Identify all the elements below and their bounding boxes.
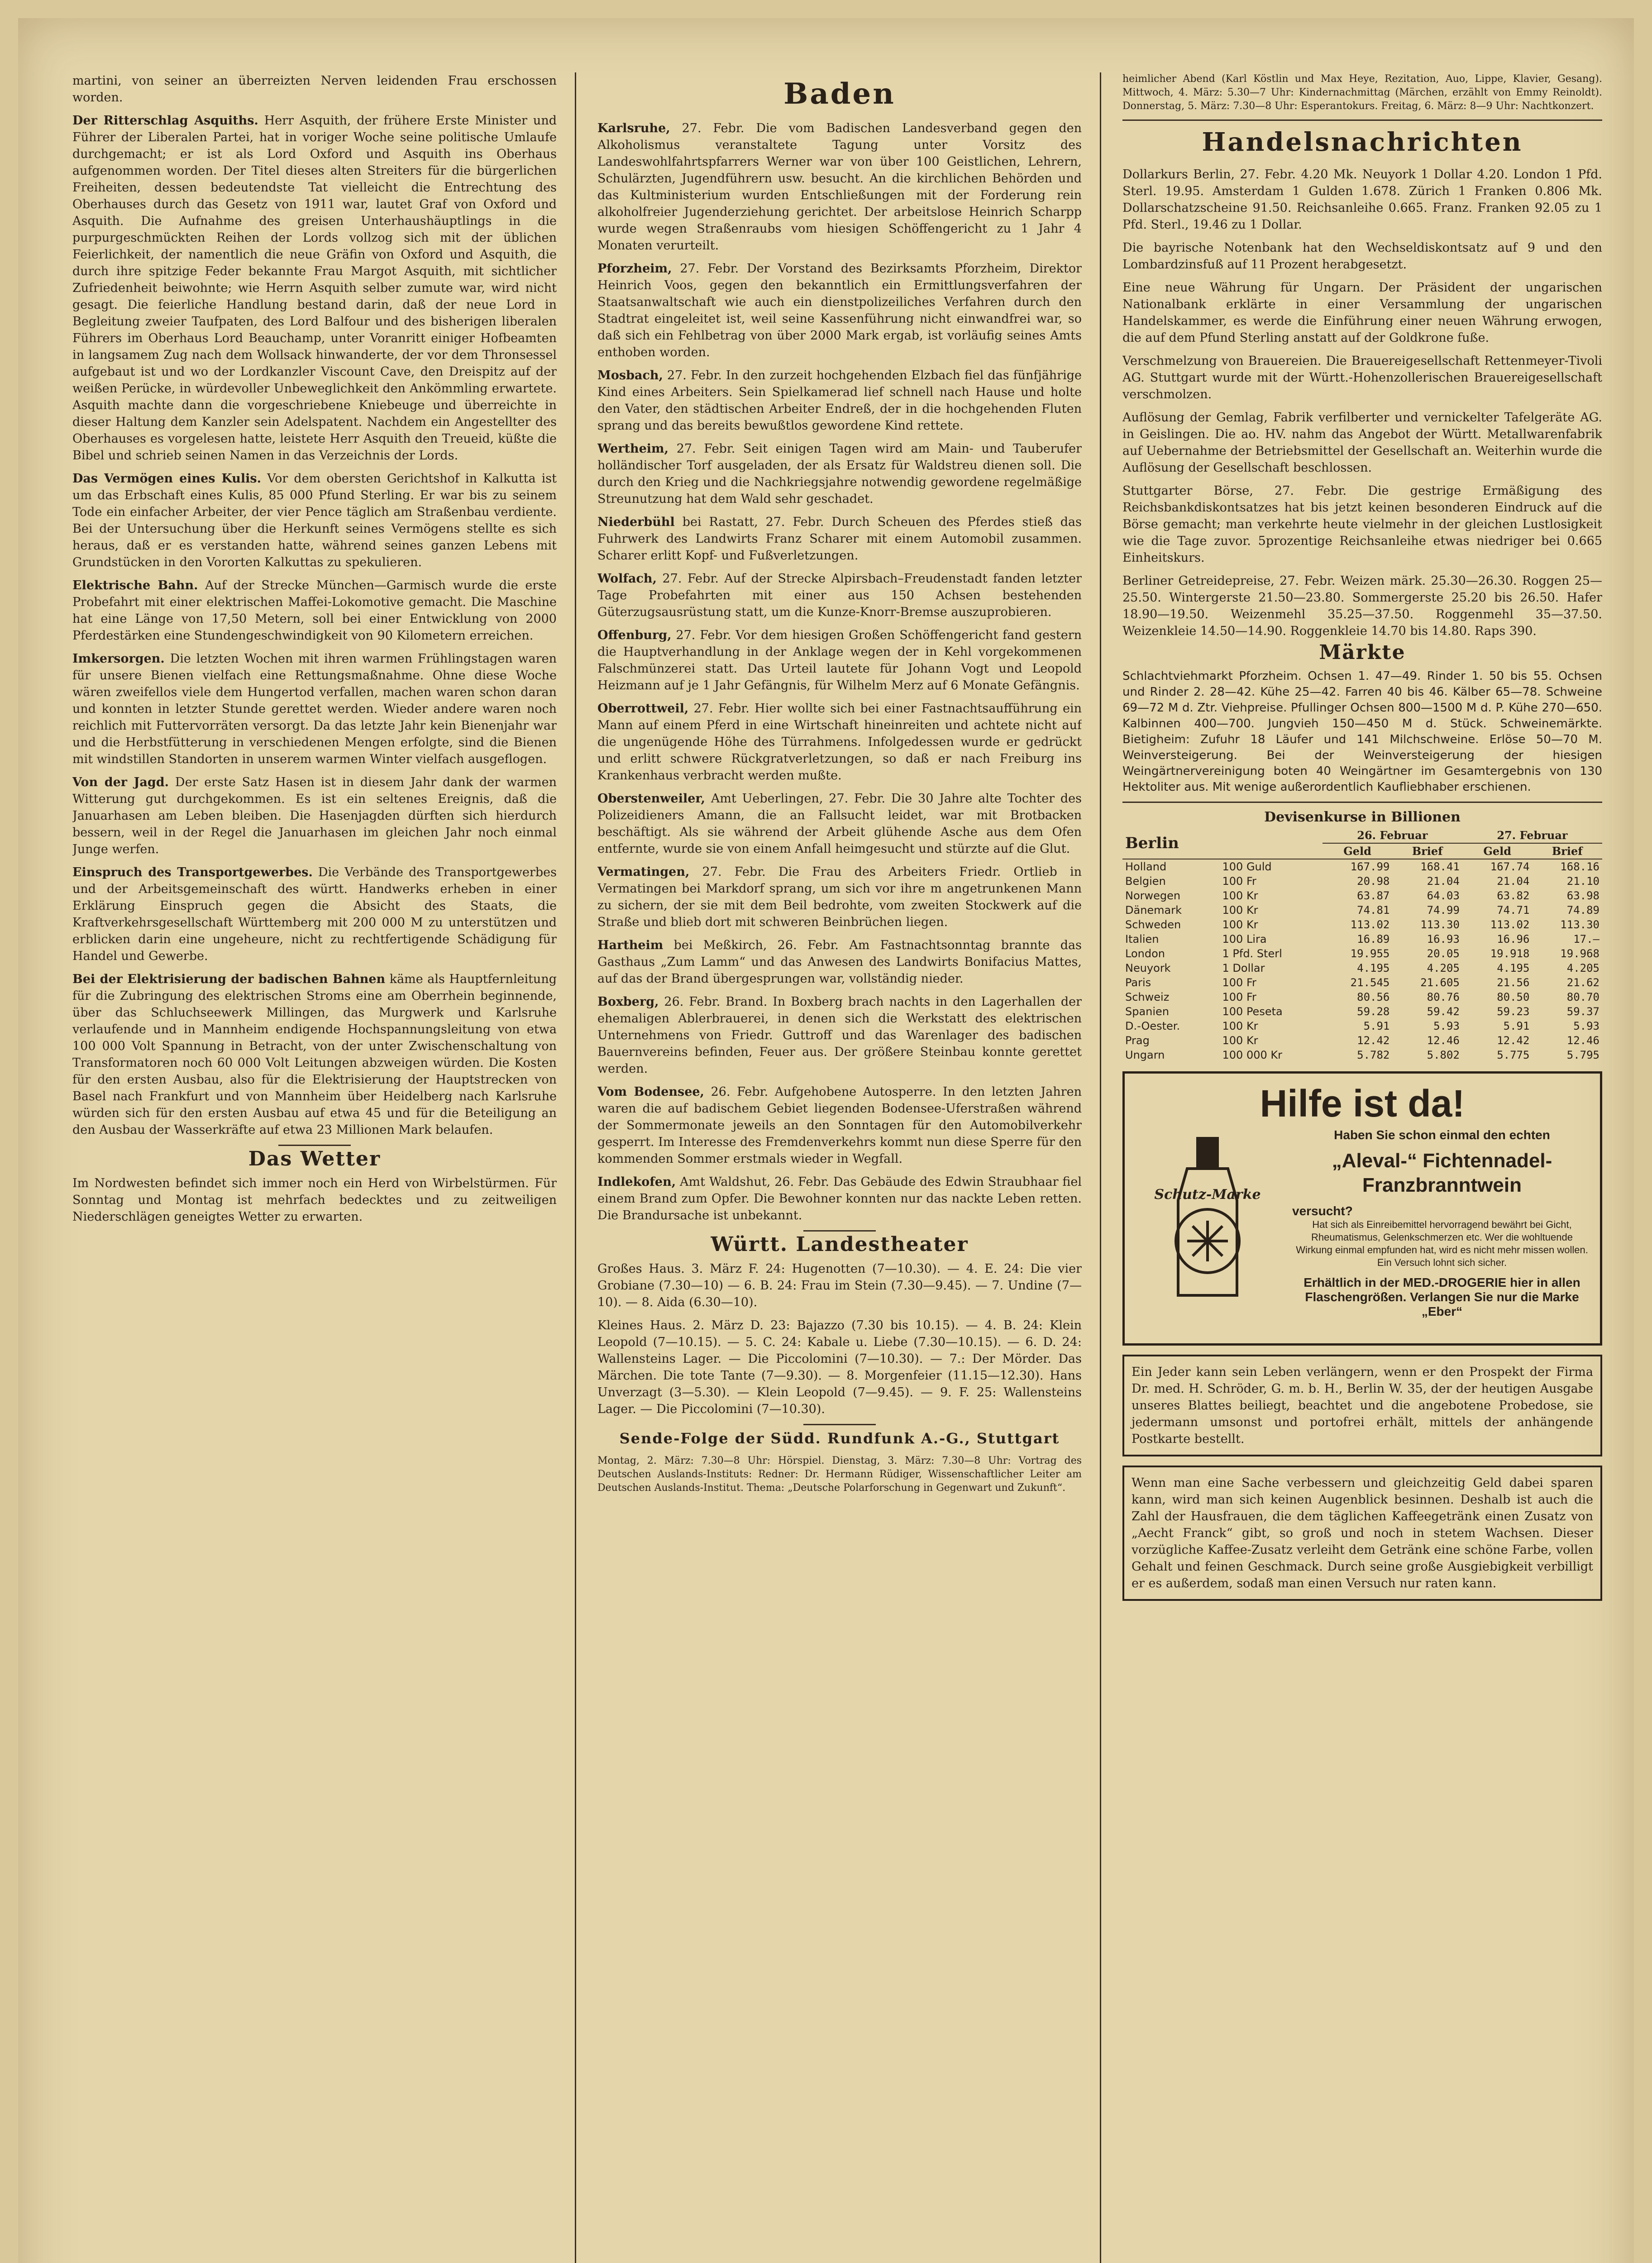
devisen-value: 80.76 bbox=[1427, 991, 1460, 1003]
devisen-row bbox=[1122, 859, 1602, 874]
devisen-value: 21.04 bbox=[1497, 875, 1530, 888]
news-item bbox=[597, 367, 1082, 434]
news-body: 27. Febr. Auf der Strecke Alpirsbach–Freudenstadt fanden letzter Tage Probefahrten mit einer aus 150 Achsen bestehenden Güterzugsausrüstung statt, um die Kunze-Knorr-Bremse auszuprobieren. bbox=[597, 572, 1082, 619]
notice-text: Ein Jeder kann sein Leben verlängern, wenn er den Prospekt der Firma Dr. med. H. Schröder, G. m. b. H., Berlin W. 35, der der heutigen Ausgabe unseres Blattes beiliegt, beachtet und die angebotene Probedose, sie jedermann umsonst und portofrei erhält, mittels der anhängende Postkarte bestellt. bbox=[1132, 1365, 1593, 1446]
theater-kleines-haus: Kleines Haus. 2. März D. 23: Bajazzo (7.30 bis 10.15). — 4. B. 24: Klein Leopold (7—10.15). — 5. C. 24: Kabale u. Liebe (7.30—10.15). — 6. D. 24: Wallensteins Lager. — Die Piccolomini (7—10.30). — 7.: Der Mörder. Das Märchen. Die tote Tante (7—9.30). — 8. Morgenfeier (11.15—12.30). Hans Unverzagt (3—5.30). — Klein Leopold (7—9.45). — 9. F. 25: Wallensteins Lager. — Die Piccolomini (7—10.30). bbox=[597, 1318, 1082, 1416]
column-right bbox=[1122, 72, 1602, 2263]
devisen-value: 20.05 bbox=[1427, 947, 1460, 960]
devisen-value: 19.968 bbox=[1560, 947, 1599, 960]
article-asquith bbox=[72, 112, 557, 464]
devisen-value: 80.70 bbox=[1566, 991, 1599, 1003]
section-heading-rundfunk: Sende-Folge der Südd. Rundfunk A.-G., Stuttgart bbox=[619, 1430, 1060, 1447]
article-body: Auf der Strecke München—Garmisch wurde die erste Probefahrt mit einer elektrischen Maffei-Lokomotive gemacht. Die Maschine hat eine Länge von 17,50 Metern, soll bei einer Entwicklung von 2000 Pferdestärken eine Stundengeschwindigkeit von 90 Kilometern erreichen. bbox=[72, 578, 557, 643]
news-place: Vom Bodensee, bbox=[597, 1085, 704, 1099]
newspaper-page bbox=[18, 18, 1634, 2263]
ad-headline: Hilfe ist da! bbox=[1260, 1082, 1465, 1125]
devisen-row bbox=[1122, 874, 1602, 888]
devisen-value: 63.82 bbox=[1497, 889, 1530, 902]
devisen-row bbox=[1122, 888, 1602, 903]
devisen-value: 113.30 bbox=[1420, 918, 1460, 931]
handel-gemlag: Auflösung der Gemlag, Fabrik verfilberter und vernickelter Tafelgeräte AG. in Geislingen. Die ao. HV. nahm das Angebot der Württ. Metallwarenfabrik auf Uebernahme der Betriebsmittel der Gesellschaft an. Weiterhin wurde die Auflösung der Gesellschaft beschlossen. bbox=[1122, 411, 1602, 475]
devisen-value: 5.93 bbox=[1433, 1020, 1460, 1032]
devisen-value: 5.91 bbox=[1363, 1020, 1390, 1032]
section-heading-theater: Württ. Landestheater bbox=[711, 1233, 969, 1256]
devisen-unit: 100 Fr bbox=[1222, 976, 1256, 989]
devisen-country: Belgien bbox=[1125, 875, 1166, 888]
devisen-value: 4.205 bbox=[1566, 962, 1599, 974]
news-body: Amt Ueberlingen, 27. Febr. Die 30 Jahre alte Tochter des Polizeidieners Amann, die an Fallsucht leidet, war mit Brotbacken beschäftigt. Als sie während der Arbeit glühende Asche aus dem Ofen entfernte, wurde sie von einem Anfall heimgesucht und stürzte auf die Glut. bbox=[597, 792, 1082, 856]
news-place: Wolfach, bbox=[597, 572, 657, 586]
devisen-row bbox=[1122, 1019, 1602, 1033]
devisen-unit: 100 Guld bbox=[1222, 860, 1272, 873]
handel-notenbank: Die bayrische Notenbank hat den Wechseldiskontsatz auf 9 und den Lombardzinsfuß auf 11 Prozent herabgesetzt. bbox=[1122, 241, 1602, 272]
section-heading-wetter: Das Wetter bbox=[248, 1147, 381, 1170]
devisen-country: Ungarn bbox=[1125, 1049, 1165, 1061]
news-place: Oberstenweiler, bbox=[597, 792, 706, 806]
devisen-row bbox=[1122, 1033, 1602, 1048]
devisen-country: Prag bbox=[1125, 1034, 1150, 1047]
article-body: Herr Asquith, der frühere Erste Minister und Führer der Liberalen Partei, hat in voriger Woche seine politische Umlaufe durchgemacht; er ist als Lord Oxford und Asquith ins Oberhaus aufgenommen worden. Der Titel dieses alten Streiters für die bürgerlichen Freiheiten, dessen bedeutendste Tat vielleicht die Entrechtung des Oberhauses durch das Gesetz von 1911 war, lautet Graf von Oxford und Asquith. Die Aufnahme des greisen Unterhaushäuptlings in die purpurgeschmückten Reihen der Lords vollzog sich mit der üblichen Feierlichkeit, der namentlich die neue Gräfin von Oxford und Asquith, die durch ihre spitzige Feder bekannte Frau Margot Asquith, mit sichtlicher Zufriedenheit beiwohnte; wie Herrn Asquith selber zumute war, wird nicht gesagt. Die feierliche Handlung bestand darin, daß der neue Lord in Begleitung zweier Taufpaten, des Lord Balfour und des bisherigen liberalen Führers im Oberhaus Lord Beauchamp, unter Voranritt einiger Hofbeamten in langsamem Zug nach dem Wollsack hinwanderte, der vor dem Thronsessel aufgebaut ist und wo der Lordkanzler Viscount Cave, den Dreispitz auf der weißen Perücke, in würdevoller Unbeweglichkeit den Ankömmling erwartete. Asquith machte dann die vorgeschriebene Kniebeuge und überreichte in dieser Haltung dem Kanzler sein Adelspatent. Nachdem ein Angestellter des Oberhauses es vorgelesen hatte, leistete Herr Asquith den Treueid, küßte die Bibel und schrieb seinen Namen in das Verzeichnis der Lords. bbox=[72, 114, 557, 463]
notice-text: Wenn man eine Sache verbessern und gleichzeitig Geld dabei sparen kann, wird man sich keinen Augenblick besinnen. Deshalb ist auch die Zahl der Hausfrauen, die dem täglichen Kaffeegetränk einen Zusatz von „Aecht Franck“ gibt, so groß und noch in stetem Wachsen. Dieser vorzügliche Kaffee-Zusatz verleiht dem Getränk eine schöne Farbe, vollen Gehalt und feinen Geschmack. Durch seine große Ausgiebigkeit verbilligt er es außerdem, sodaß man einen Versuch nur raten kann. bbox=[1132, 1476, 1593, 1590]
devisen-row bbox=[1122, 961, 1602, 975]
devisen-value: 21.10 bbox=[1566, 875, 1599, 888]
devisen-row bbox=[1122, 903, 1602, 917]
intro-paragraph: martini, von seiner an überreizten Nerven leidenden Frau erschossen worden. bbox=[72, 74, 557, 105]
article-transport bbox=[72, 864, 557, 964]
trademark-bottle-icon bbox=[1133, 1132, 1282, 1313]
ad-question: Haben Sie schon einmal den echten bbox=[1334, 1128, 1550, 1142]
devisen-value: 4.205 bbox=[1427, 962, 1460, 974]
article-headline: Von der Jagd. bbox=[72, 775, 169, 789]
article-jagd bbox=[72, 774, 557, 858]
article-headline: Bei der Elektrisierung der badischen Bahnen bbox=[72, 972, 386, 986]
devisen-value: 113.02 bbox=[1490, 918, 1530, 931]
news-place: Offenburg, bbox=[597, 628, 672, 642]
devisen-unit: 1 Pfd. Sterl bbox=[1222, 947, 1282, 960]
devisen-value: 16.96 bbox=[1497, 933, 1530, 945]
devisen-value: 16.93 bbox=[1427, 933, 1460, 945]
devisen-country: Schweiz bbox=[1125, 991, 1170, 1003]
devisen-unit: 100 000 Kr bbox=[1222, 1049, 1282, 1061]
article-headline: Der Ritterschlag Asquiths. bbox=[72, 114, 258, 128]
devisen-unit: 100 Kr bbox=[1222, 918, 1258, 931]
devisen-value: 74.81 bbox=[1357, 904, 1390, 917]
news-item bbox=[597, 790, 1082, 857]
devisen-unit: 100 Peseta bbox=[1222, 1005, 1283, 1018]
article-headline: Einspruch des Transportgewerbes. bbox=[72, 865, 313, 879]
devisen-rows bbox=[1122, 859, 1602, 1062]
news-place: Wertheim, bbox=[597, 442, 669, 456]
devisen-value: 5.91 bbox=[1503, 1020, 1530, 1032]
maerkte-body: Schlachtviehmarkt Pforzheim. Ochsen 1. 47—49. Rinder 1. 50 bis 55. Ochsen und Rinder 2. 28—42. Kühe 25—42. Farren 40 bis 46. Kälber 65—78. Schweine 69—72 M d. Ztr. Viehpreise. Pfullinger Ochsen 800—1500 M d. P. Kühe 270—650. Kalbinnen 400—700. Jungvieh 150—450 M d. Stück. Schweinemärkte. Bietigheim: Zufuhr 18 Läufer und 141 Milchschweine. Erlöse 50—70 M. Weinversteigerung. Bei der Weinversteigerung der hiesigen Weingärtnervereinigung boten 40 Weingärtner im Gesamtergebnis von 130 Hektoliter aus. Mit wenige außerordentlich Kaufliebhaber erschienen. bbox=[1122, 669, 1602, 794]
devisen-value: 21.56 bbox=[1497, 976, 1530, 989]
devisen-value: 20.98 bbox=[1357, 875, 1390, 888]
news-body: 26. Febr. Brand. In Boxberg brach nachts in den Lagerhallen der ehemaligen Ablerbrauerei, in denen sich die Werkstatt des elektrischen Unternehmens von Friedr. Guttroff und das Warenlager des badischen Bauernvereins befinden, Feuer aus. Der größere Steinbau konnte gerettet werden. bbox=[597, 995, 1082, 1076]
devisen-value: 16.89 bbox=[1357, 933, 1390, 945]
news-item bbox=[597, 993, 1082, 1077]
news-body: 27. Febr. Hier wollte sich bei einer Fastnachtsaufführung ein Mann auf einem Pferd in eine Wirtschaft hineinreiten und achtete nicht auf die ungenügende Höhe des Türrahmens. Infolgedessen wurde er gedrückt und erlitt schwere Rückgratverletzungen, so daß er nach Freiburg ins Krankenhaus verbracht werden mußte. bbox=[597, 702, 1082, 783]
devisen-value: 59.42 bbox=[1427, 1005, 1460, 1018]
news-place: Hartheim bbox=[597, 938, 664, 952]
news-body: 27. Febr. Der Vorstand des Bezirksamts Pforzheim, Direktor Heinrich Voos, gegen den bekanntlich ein Ermittlungsverfahren der Staatsanwaltschaft wie auch ein dienstpolizeiliches Verfahren durch den Stadtrat eingeleitet ist, weil seine Kassenführung nicht einwandfrei war, so daß sich ein Fehlbetrag von über 2000 Mark ergab, ist vorläufig seines Amts enthoben worden. bbox=[597, 262, 1082, 359]
devisen-date: 27. Februar bbox=[1462, 828, 1602, 843]
article-body: käme als Hauptfernleitung für die Zubringung des elektrischen Stroms eine am Oberrhein beginnende, über das Schluchseewerk Millingen, das Murgwerk und Karlsruhe verlaufende und in Mannheim endigende Hochspannungsleitung von etwa 100 000 Volt Spannung in Betracht, von der unter Zwischenschaltung von Transformatoren noch 60 000 Volt Leitungen abzweigen würden. Die Kosten für den ersten Ausbau, also für die Elektrisierung der Hauptstrecken von Basel nach Frankfurt und von Mannheim über Heidelberg nach Karlsruhe würden sich für den ersten Ausbau auf etwa 45 und für die Beteiligung an den Ausbau der Wasserkräfte auf etwa 23 Millionen Mark belaufen. bbox=[72, 972, 557, 1137]
notice-box-schroeder bbox=[1122, 1355, 1602, 1456]
devisen-country: Norwegen bbox=[1125, 889, 1181, 902]
article-body: Der erste Satz Hasen ist in diesem Jahr dank der warmen Witterung gut durchgekommen. Es ist ein seltenes Ereignis, daß die Januarhasen am Leben bleiben. Die Hasenjagden dürften sich hierdurch bessern, weil in der Regel die Januarhasen im gleichen Jahr noch einmal Junge werfen. bbox=[72, 775, 557, 856]
news-item bbox=[597, 864, 1082, 931]
devisen-row bbox=[1122, 917, 1602, 932]
advertisement-aleval bbox=[1122, 1071, 1602, 1346]
devisen-unit: 100 Kr bbox=[1222, 904, 1258, 917]
section-heading-handel: Handelsnachrichten bbox=[1202, 127, 1523, 157]
devisen-row bbox=[1122, 975, 1602, 990]
devisen-country: Paris bbox=[1125, 976, 1151, 989]
news-place: Vermatingen, bbox=[597, 865, 690, 879]
devisen-value: 5.775 bbox=[1497, 1049, 1530, 1061]
devisen-value: 167.99 bbox=[1350, 860, 1390, 873]
devisen-value: 21.62 bbox=[1566, 976, 1599, 989]
devisen-country: Neuyork bbox=[1125, 962, 1171, 974]
devisen-unit: 100 Lira bbox=[1222, 933, 1267, 945]
section-heading-baden: Baden bbox=[783, 77, 896, 111]
column-divider bbox=[575, 72, 576, 2263]
handel-ungarn: Eine neue Währung für Ungarn. Der Präsident der ungarischen Nationalbank erklärte in einer Versammlung der ungarischen Handelskammer, es werde die Einführung einer neuen Währung erwogen, die auf dem Pfund Sterling anstatt auf der Goldkrone fuße. bbox=[1122, 281, 1602, 345]
news-body: 27. Febr. In den zurzeit hochgehenden Elzbach fiel das fünfjährige Kind eines Arbeiters. Sein Spielkamerad lief schnell nach Hause und holte den Vater, den städtischen Arbeiter Endreß, der in die hochgehenden Fluten sprang und das bereits bewußtlos gewordene Kind rettete. bbox=[597, 368, 1082, 433]
devisen-value: 5.782 bbox=[1357, 1049, 1390, 1061]
devisen-value: 21.545 bbox=[1350, 976, 1390, 989]
news-item bbox=[597, 260, 1082, 361]
devisen-value: 19.918 bbox=[1490, 947, 1530, 960]
article-body: Die letzten Wochen mit ihren warmen Frühlingstagen waren für unsere Bienen vielfach eine Rettungsmaßnahme. Ohne diese Woche wären zweifellos viele dem Hungertod verfallen, machen waren schon daran und konnten in letzter Stunde gerettet werden. Wieder andere waren noch reichlich mit Futtervorräten versorgt. Da das letzte Jahr kein Bienenjahr war und die Herbstfütterung in verschiedenen Mengen erfolgte, sind die Bienen mit windstillen Standorten in unserem warmen Winter vielfach ausgeflogen. bbox=[72, 652, 557, 766]
devisen-country: Holland bbox=[1125, 860, 1167, 873]
devisen-col-geld: Geld bbox=[1323, 843, 1393, 859]
news-item bbox=[597, 570, 1082, 621]
devisen-country: Schweden bbox=[1125, 918, 1181, 931]
news-body: 27. Febr. Die vom Badischen Landesverband gegen den Alkoholismus veranstaltete Tagung unter Vorsitz des Landeswohlfahrtspfarrers Werner war von über 100 Geistlichen, Lehrern, Schulärzten, Jugendführern usw. besucht. An die kirchlichen Behörden und das Kultministerium wurden Entschließungen mit der Forderung rein alkoholfreier Jugenderziehung gerichtet. Der arbeitslose Heinrich Scharpp wurde wegen Straßenraubs vom hiesigen Schöffengericht zu 1 Jahr 4 Monaten verurteilt. bbox=[597, 121, 1082, 253]
news-body: 27. Febr. Seit einigen Tagen wird am Main- und Tauberufer holländischer Torf ausgeladen, der als Ersatz für Waldstreu dienen soll. Die durch den Krieg und die Nachkriegsjahre notwendig gewordene regelmäßige Streunutzung hat dem Wald sehr geschadet. bbox=[597, 442, 1082, 506]
article-elektrisierung bbox=[72, 971, 557, 1138]
devisen-country: Italien bbox=[1125, 933, 1159, 945]
news-item bbox=[597, 700, 1082, 784]
devisen-country: Spanien bbox=[1125, 1005, 1170, 1018]
devisen-value: 74.71 bbox=[1497, 904, 1530, 917]
news-item bbox=[597, 937, 1082, 987]
devisen-city: Berlin bbox=[1122, 828, 1323, 859]
devisen-value: 21.605 bbox=[1420, 976, 1460, 989]
devisen-value: 74.89 bbox=[1566, 904, 1599, 917]
rundfunk-continued: heimlicher Abend (Karl Köstlin und Max Heye, Rezitation, Auo, Lippe, Klavier, Gesang). Mittwoch, 4. März: 5.30—7 Uhr: Kindernachmittag (Märchen, erzählt von Emmy Reinoldt). Donnerstag, 5. März: 7.30—8 Uhr: Esperantokurs. Freitag, 6. März: 8—9 Uhr: Nachtkonzert. bbox=[1122, 73, 1602, 112]
news-body: 26. Febr. Aufgehobene Autosperre. In den letzten Jahren waren die auf badischem Gebiet liegenden Bodensee-Uferstraßen während der Sommermonate jeweils an den Sonntagen für den Automobilverkehr gesperrt. Im Interesse des Fremdenverkehrs kommt nun diese Sperre für den kommenden Sommer erstmals wieder in Wegfall. bbox=[597, 1085, 1082, 1166]
devisen-row bbox=[1122, 1048, 1602, 1062]
devisen-value: 74.99 bbox=[1427, 904, 1460, 917]
devisen-table bbox=[1122, 828, 1602, 1062]
news-body: 27. Febr. Die Frau des Arbeiters Friedr. Ortlieb in Vermatingen bei Markdorf sprang, um sich vor ihre m angetrunkenen Mann zu sichern, der sie mit dem Beil bedrohte, vom zweiten Stockwerk auf die Straße und blieb dort mit schweren Beinbrüchen liegen. bbox=[597, 865, 1082, 929]
news-item bbox=[597, 627, 1082, 694]
news-body: bei Meßkirch, 26. Febr. Am Fastnachtsonntag brannte das Gasthaus „Zum Lamm“ und das Anwesen des Landwirts Bonifacius Mattes, auf das der Brand übergesprungen war, vollständig nieder. bbox=[597, 938, 1082, 986]
devisen-col-brief: Brief bbox=[1392, 843, 1462, 859]
ad-footer: Erhältlich in der MED.-DROGERIE hier in allen Flaschengrößen. Verlangen Sie nur die Marke „Eber“ bbox=[1303, 1275, 1580, 1318]
devisen-value: 5.93 bbox=[1573, 1020, 1599, 1032]
news-place: Mosbach, bbox=[597, 368, 663, 382]
news-item bbox=[597, 1084, 1082, 1167]
devisen-unit: 100 Kr bbox=[1222, 1034, 1258, 1047]
divider bbox=[803, 1424, 876, 1425]
handel-brauereien: Verschmelzung von Brauereien. Die Brauereigesellschaft Rettenmeyer-Tivoli AG. Stuttgart wurde mit der Württ.-Hohenzollerischen Brauereigesellschaft verschmolzen. bbox=[1122, 354, 1602, 401]
devisen-value: 19.955 bbox=[1350, 947, 1390, 960]
ad-product: „Aleval-“ Fichtennadel-Franzbranntwein bbox=[1332, 1150, 1552, 1196]
article-kuli bbox=[72, 470, 557, 571]
article-body: Vor dem obersten Gerichtshof in Kalkutta ist um das Erbschaft eines Kulis, 85 000 Pfund Sterling. Er war bis zu seinem Tode ein einfacher Arbeiter, der vier Pence täglich am Straßenbau verdiente. Bei der Untersuchung über die Herkunft seines Vermögens stellte es sich heraus, daß er es verstanden hatte, während seines ganzen Lebens mit Grundstücken in den Vororten Kalkuttas zu spekulieren. bbox=[72, 472, 557, 569]
devisen-unit: 100 Fr bbox=[1222, 991, 1256, 1003]
article-imker bbox=[72, 650, 557, 768]
ad-text bbox=[1292, 1128, 1592, 1319]
divider bbox=[1122, 119, 1602, 121]
ad-body: Hat sich als Einreibemittel hervorragend bewährt bei Gicht, Rheumatismus, Gelenkschmerzen etc. Wer die wohltuende Wirkung einmal empfunden hat, wird es nicht mehr missen wollen. Ein Versuch lohnt sich sicher. bbox=[1296, 1219, 1588, 1268]
devisen-row bbox=[1122, 990, 1602, 1004]
wetter-body: Im Nordwesten befindet sich immer noch ein Herd von Wirbelstürmen. Für Sonntag und Montag ist mehrfach bedecktes und zu zeitweiligen Niederschlägen geneigtes Wetter zu erwarten. bbox=[72, 1176, 557, 1224]
devisen-row bbox=[1122, 1004, 1602, 1019]
devisen-value: 63.98 bbox=[1566, 889, 1599, 902]
devisen-value: 167.74 bbox=[1490, 860, 1530, 873]
news-item bbox=[597, 514, 1082, 564]
handel-getreide: Berliner Getreidepreise, 27. Febr. Weizen märk. 25.30—26.30. Roggen 25—25.50. Wintergerste 21.50—23.80. Sommergerste 25.20 bis 26.50. Hafer 18.90—19.50. Weizenmehl 35.25—37.50. Roggenmehl 35—37.50. Weizenkleie 14.50—14.90. Roggenkleie 14.70 bis 14.80. Raps 390. bbox=[1122, 574, 1602, 638]
devisen-value: 64.03 bbox=[1427, 889, 1460, 902]
devisen-value: 59.28 bbox=[1357, 1005, 1390, 1018]
devisen-unit: 1 Dollar bbox=[1222, 962, 1265, 974]
devisen-country: London bbox=[1125, 947, 1165, 960]
article-headline: Imkersorgen. bbox=[72, 652, 165, 666]
devisen-value: 5.802 bbox=[1427, 1049, 1460, 1061]
devisen-value: 12.42 bbox=[1497, 1034, 1530, 1047]
news-body: bei Rastatt, 27. Febr. Durch Scheuen des Pferdes stieß das Fuhrwerk des Landwirts Franz Scharer mit einem Automobil zusammen. Scharer erlitt Kopf- und Fußverletzungen. bbox=[597, 515, 1082, 563]
devisen-unit: 100 Fr bbox=[1222, 875, 1256, 888]
devisen-unit: 100 Kr bbox=[1222, 889, 1258, 902]
devisen-heading: Devisenkurse in Billionen bbox=[1264, 809, 1461, 825]
news-place: Karlsruhe, bbox=[597, 121, 670, 135]
news-place: Niederbühl bbox=[597, 515, 675, 529]
news-place: Pforzheim, bbox=[597, 262, 672, 276]
devisen-value: 59.23 bbox=[1497, 1005, 1530, 1018]
news-place: Indlekofen, bbox=[597, 1175, 676, 1189]
devisen-value: 4.195 bbox=[1357, 962, 1390, 974]
devisen-value: 113.30 bbox=[1560, 918, 1599, 931]
devisen-value: 17.— bbox=[1573, 933, 1599, 945]
devisen-row bbox=[1122, 946, 1602, 961]
news-place: Oberrottweil, bbox=[597, 702, 689, 716]
devisen-value: 59.37 bbox=[1566, 1005, 1599, 1018]
devisen-value: 4.195 bbox=[1497, 962, 1530, 974]
devisen-col-brief: Brief bbox=[1532, 843, 1602, 859]
section-heading-maerkte: Märkte bbox=[1319, 641, 1406, 664]
ad-versucht: versucht? bbox=[1292, 1204, 1353, 1218]
news-place: Boxberg, bbox=[597, 995, 659, 1009]
rundfunk-body: Montag, 2. März: 7.30—8 Uhr: Hörspiel. Dienstag, 3. März: 7.30—8 Uhr: Vortrag des Deutschen Auslands-Instituts: Redner: Dr. Hermann Rüdiger, Wissenschaftlicher Leiter am Deutschen Auslands-Institut. Thema: „Deutsche Polarforschung in Gegenwart und Zukunft“. bbox=[597, 1455, 1082, 1494]
article-headline: Elektrische Bahn. bbox=[72, 578, 198, 592]
theater-grosses-haus: Großes Haus. 3. März F. 24: Hugenotten (7—10.30). — 4. E. 24: Die vier Grobiane (7.30—10) — 6. B. 24: Frau im Stein (7.30—9.45). — 7. Undine (7—10). — 8. Aida (6.30—10). bbox=[597, 1262, 1082, 1309]
divider bbox=[1122, 802, 1602, 803]
devisen-value: 113.02 bbox=[1350, 918, 1390, 931]
devisen-value: 80.56 bbox=[1357, 991, 1390, 1003]
devisen-col-geld: Geld bbox=[1462, 843, 1533, 859]
divider bbox=[803, 1230, 876, 1232]
devisen-country: D.-Oester. bbox=[1125, 1020, 1180, 1032]
devisen-value: 12.42 bbox=[1357, 1034, 1390, 1047]
handel-dollarkurs: Dollarkurs Berlin, 27. Febr. 4.20 Mk. Neuyork 1 Dollar 4.20. London 1 Pfd. Sterl. 19.95. Amsterdam 1 Gulden 1.678. Zürich 1 Franken 0.806 Mk. Dollarschatzscheine 91.50. Reichsanleihe 0.665. Franz. Franken 92.05 zu 1 Pfd. Sterl., 19.46 zu 1 Dollar. bbox=[1122, 167, 1602, 232]
devisen-date: 26. Februar bbox=[1323, 828, 1462, 843]
news-body: 27. Febr. Vor dem hiesigen Großen Schöffengericht fand gestern die Hauptverhandlung in der Anklage wegen der in Kehl vorgekommenen Falschmünzerei statt. Das Urteil lautete für Johann Vogt und Leopold Heizmann auf je 1 Jahr Gefängnis, für Wilhelm Merz auf 6 Monate Gefängnis. bbox=[597, 628, 1082, 692]
devisen-country: Dänemark bbox=[1125, 904, 1182, 917]
ad-logo bbox=[1133, 1132, 1282, 1313]
devisen-value: 5.795 bbox=[1566, 1049, 1599, 1061]
column-left bbox=[72, 72, 557, 2263]
devisen-row bbox=[1122, 932, 1602, 946]
news-body: Amt Waldshut, 26. Febr. Das Gebäude des Edwin Straubhaar fiel einem Brand zum Opfer. Die Bewohner konnten nur das nackte Leben retten. Die Brandursache ist unbekannt. bbox=[597, 1175, 1082, 1222]
devisen-value: 12.46 bbox=[1566, 1034, 1599, 1047]
news-item bbox=[597, 1174, 1082, 1224]
devisen-unit: 100 Kr bbox=[1222, 1020, 1258, 1032]
column-divider bbox=[1100, 72, 1101, 2263]
devisen-value: 63.87 bbox=[1357, 889, 1390, 902]
notice-box-franck bbox=[1122, 1466, 1602, 1601]
news-item bbox=[597, 440, 1082, 507]
article-headline: Das Vermögen eines Kulis. bbox=[72, 472, 262, 486]
divider bbox=[278, 1145, 351, 1146]
handel-boerse: Stuttgarter Börse, 27. Febr. Die gestrige Ermäßigung des Reichsbankdiskontsatzes hat bis jetzt keinen besonderen Eindruck auf die Börse gemacht; man verkehrte heute vielmehr in der gleichen Lustlosigkeit wie die Tage zuvor. 5prozentige Reichsanleihe etwas niedriger bei 0.665 Einheitskurs. bbox=[1122, 484, 1602, 565]
devisen-value: 80.50 bbox=[1497, 991, 1530, 1003]
devisen-value: 168.16 bbox=[1560, 860, 1599, 873]
ad-trademark-label: Schutz-Marke bbox=[1154, 1187, 1261, 1203]
article-body: Die Verbände des Transportgewerbes und der Arbeitsgemeinschaft des württ. Handwerks erheben in einer Erklärung Einspruch gegen die Absicht des Staats, die Kraftverkehrsgesellschaft Württemberg mit 200 000 M zu unterstützen und erblicken darin eine ungeheure, nicht zu rechtfertigende Schädigung für Handel und Gewerbe. bbox=[72, 865, 557, 963]
column-middle bbox=[597, 72, 1082, 2263]
devisen-value: 12.46 bbox=[1427, 1034, 1460, 1047]
devisen-value: 168.41 bbox=[1420, 860, 1460, 873]
article-bahn bbox=[72, 577, 557, 644]
devisen-value: 21.04 bbox=[1427, 875, 1460, 888]
news-item bbox=[597, 120, 1082, 254]
